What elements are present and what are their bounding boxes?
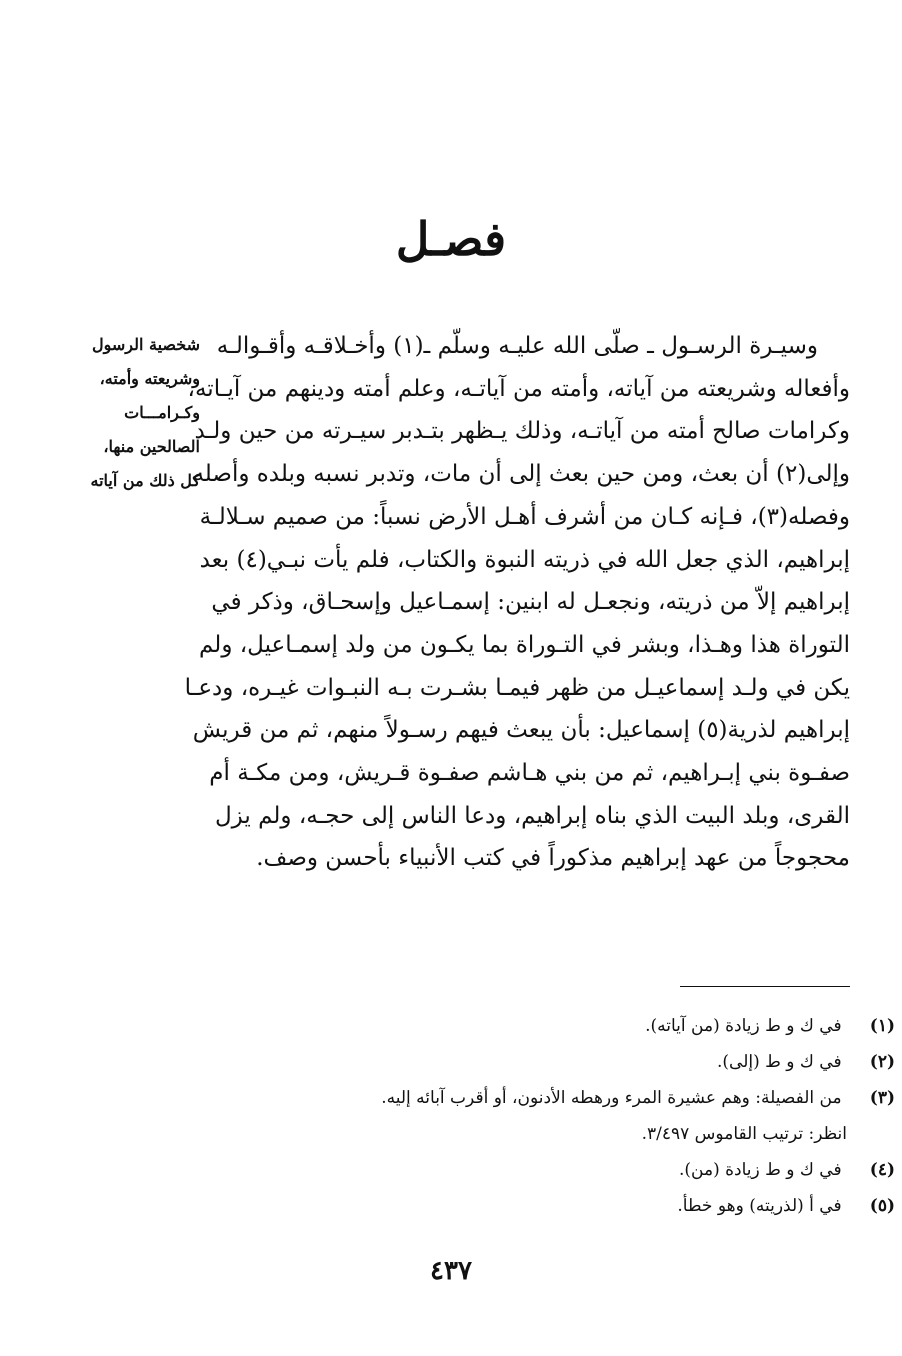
footnote-text: في أ (لذريته) وهو خطأ.	[677, 1196, 842, 1216]
footnote-text: من الفصيلة: وهم عشيرة المرء ورهطه الأدنون، أو أقرب آبائه إليه.	[381, 1088, 842, 1108]
paragraph-line: القرى، وبلد البيت الذي بناه إبراهيم، ودعا الناس إلى حجـه، ولم يزل	[214, 802, 850, 829]
paragraph-line: صفـوة بني إبـراهيم، ثم من بني هـاشم صفـوة قـريش، ومن مكـة أم	[209, 760, 850, 787]
footnote-text: انظر: ترتيب القاموس ٣/٤٩٧.	[641, 1124, 847, 1144]
paragraph-line: إبراهيم، الذي جعل الله في ذريته النبوة والكتاب، فلم يأت نبـي(٤) بعد	[199, 546, 850, 573]
footnote	[300, 1188, 895, 1224]
footnote-text: في ك و ط (إلى).	[716, 1052, 842, 1072]
footnote	[300, 1080, 895, 1116]
footnote-continuation	[300, 1116, 895, 1152]
footnote	[300, 1152, 895, 1188]
footnote-number: (١)	[869, 1016, 895, 1036]
paragraph-line: إبراهيم إلاّ من ذريته، ونجعـل له ابنين: إسمـاعيل وإسحـاق، وذكر في	[211, 589, 850, 616]
margin-note-line: كل ذلك من آياته	[90, 471, 200, 490]
paragraph-line: التوراة هذا وهـذا، وبشر في التـوراة بما يكـون من ولد إسمـاعيل، ولم	[199, 631, 850, 658]
footnote-text: في ك و ط زيادة (من آياته).	[645, 1016, 842, 1036]
paragraph-line: محجوجاً من عهد إبراهيم مذكوراً في كتب الأنبياء بأحسن وصف.	[256, 845, 850, 872]
page-number: ٤٣٧	[430, 1256, 472, 1286]
paragraph-line: يكن في ولـد إسماعيـل من ظهر فيمـا بشـرت بـه النبـوات غيـره، ودعـا	[184, 674, 850, 701]
chapter-heading: فصـل	[395, 212, 507, 266]
margin-note-line: وكـرامـــات	[124, 403, 200, 422]
footnote-number: (٢)	[869, 1052, 895, 1072]
footnote-number: (٣)	[869, 1088, 895, 1108]
margin-note	[74, 328, 200, 498]
footnote-text: في ك و ط زيادة (من).	[679, 1160, 842, 1180]
paragraph-line: إبراهيم لذرية(٥) إسماعيل: بأن يبعث فيهم رسـولاً منهم، ثم من قريش	[192, 717, 850, 744]
paragraph-line: وكرامات صالح أمته من آياتـه، وذلك يـظهر بتـدبر سيـرته من حين ولـد	[194, 418, 850, 445]
margin-note-line: وشريعته وأمته،	[99, 369, 200, 388]
footnote-number: (٥)	[869, 1196, 895, 1216]
margin-note-line: شخصية الرسول	[91, 335, 200, 354]
paragraph-line: وفصله(٣)، فـإنه كـان من أشرف أهـل الأرض نسباً: من صميم سـلالـة	[199, 503, 850, 530]
main-paragraph	[184, 325, 850, 880]
footnote	[300, 1044, 895, 1080]
paragraph-line: وإلى(٢) أن بعث، ومن حين بعث إلى أن مات، وتدبر نسبه وبلده وأصله	[192, 461, 850, 488]
paragraph-line: وأفعاله وشريعته من آياته، وأمته من آياتـه، وعلم أمته ودينهم من آيـاته،	[187, 375, 850, 402]
footnote-number: (٤)	[869, 1160, 895, 1180]
paragraph-line: وسيـرة الرسـول ـ صلّى الله عليـه وسلّم ـ(١) وأخـلاقـه وأقـوالـه	[216, 333, 818, 359]
footnote-separator	[680, 986, 850, 987]
footnotes	[300, 1008, 895, 1224]
footnote	[300, 1008, 895, 1044]
margin-note-line: الصالحين منها،	[103, 437, 200, 456]
